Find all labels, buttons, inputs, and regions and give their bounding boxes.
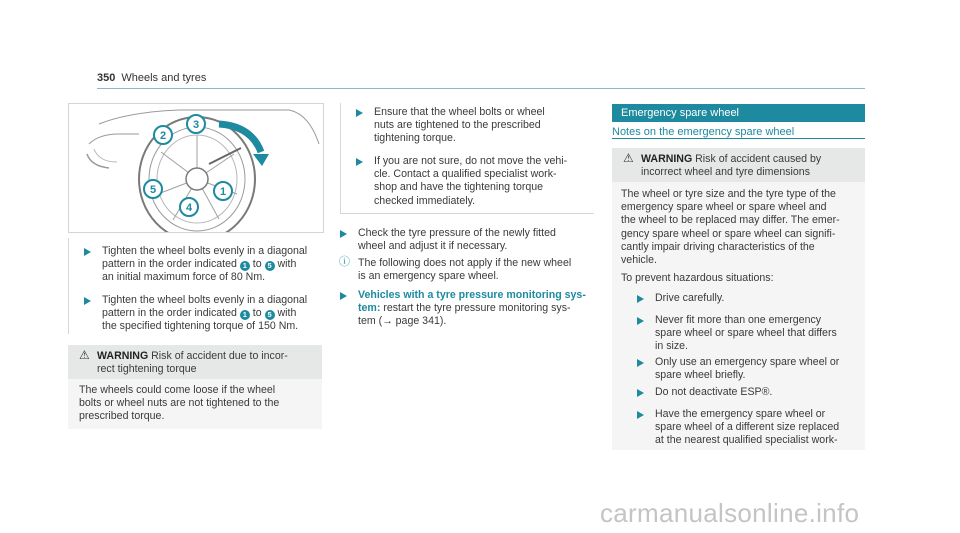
callout-badge: 5 (265, 310, 275, 320)
warning-body: The wheels could come loose if the wheel bolts or wheel nuts are not tightened to the prescribed torque. (79, 384, 280, 423)
section-title-bar: Emergency spare wheel (612, 104, 865, 122)
bullet-arrow-icon (84, 248, 91, 256)
warning-icon: ⚠ (623, 151, 634, 165)
callout-4: 4 (185, 202, 193, 214)
subheading: Notes on the emergency spare wheel (612, 126, 795, 138)
callout-badge: 1 (240, 310, 250, 320)
callout-badge: 1 (240, 261, 250, 271)
header-rule (97, 88, 865, 89)
section-name: Wheels and tyres (121, 72, 207, 84)
bullet-arrow-icon (356, 109, 363, 117)
callout-1: 1 (219, 186, 227, 198)
column-2-rule-top (340, 103, 341, 213)
warning-body-2: The wheel or tyre size and the tyre type of the emergency spare wheel or spare wheel and the wheel to be replaced may differ. The emer- gency spare wheel or spare wheel can signifi- cantly impair driving characteristics of the vehicle. To prevent hazardous situations: (621, 188, 840, 285)
callout-badge: 5 (265, 261, 275, 271)
bullet-arrow-icon (637, 317, 644, 325)
column-2-divider (340, 213, 594, 214)
bullet-arrow-icon (637, 359, 644, 367)
info-icon: ⓘ (339, 256, 350, 268)
bullet-arrow-icon (356, 158, 363, 166)
callout-3: 3 (192, 119, 200, 131)
bullet-arrow-icon (637, 389, 644, 397)
bullet-arrow-icon (84, 297, 91, 305)
subheading-rule (612, 138, 865, 139)
warning-title-2: WARNING Risk of accident caused by incorrect wheel and tyre dimensions (641, 153, 822, 179)
warning-icon: ⚠ (79, 348, 90, 362)
wheel-illustration (68, 103, 324, 233)
callout-5: 5 (149, 184, 157, 196)
bullet-arrow-icon (637, 295, 644, 303)
warning-title: WARNING Risk of accident due to incor- rect tightening torque (97, 350, 288, 376)
watermark: carmanualsonline.info (600, 498, 860, 528)
page-header (97, 72, 206, 84)
column-1-rule (68, 238, 69, 334)
bullet-arrow-icon (340, 292, 347, 300)
bullet-arrow-icon (637, 411, 644, 419)
page-number: 350 (97, 72, 116, 84)
wheel-drawing (69, 104, 323, 232)
bullet-arrow-icon (340, 230, 347, 238)
callout-2: 2 (159, 130, 167, 142)
